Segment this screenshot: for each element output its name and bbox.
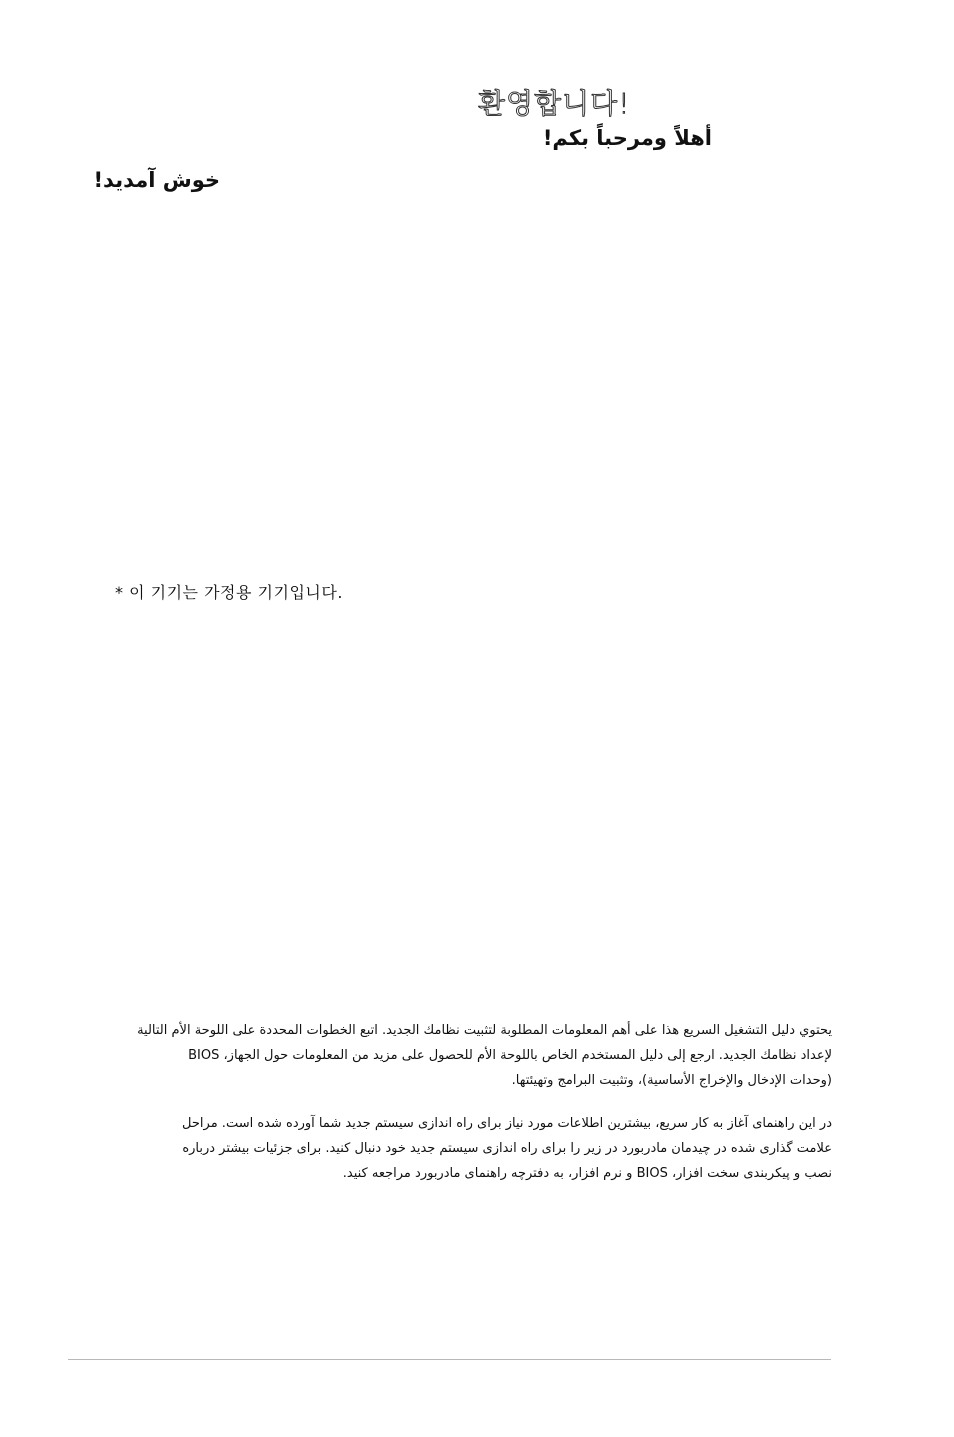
korean-welcome-title: 환영합니다!	[478, 87, 631, 120]
footer-divider	[68, 1359, 831, 1360]
arabic-intro-line: لإعداد نظامك الجديد. ارجع إلى دليل المستخدم الخاص باللوحة الأم للحصول على مزيد من المعلومات حول الجهاز، BIOS	[188, 1048, 832, 1063]
korean-household-note: * 이 기기는 가정용 기기입니다.	[115, 583, 343, 602]
arabic-intro-line: (وحدات الإدخال والإخراج الأساسية)، وتثبيت البرامج وتهيئتها.	[511, 1073, 832, 1088]
arabic-welcome-title: أهلاً ومرحباً بكم!	[542, 126, 712, 150]
persian-intro-paragraph	[120, 1111, 832, 1186]
arabic-intro-paragraph	[120, 1018, 832, 1093]
persian-welcome-title: خوش آمدید!	[93, 168, 220, 192]
persian-intro-line: نصب و پیکربندی سخت افزار، BIOS و نرم افزار، به دفترچه راهنمای مادربورد مراجعه کنید.	[342, 1166, 832, 1181]
persian-intro-line: علامت گذاری شده در چیدمان مادربورد در زیر را برای راه اندازی سیستم جدید خود دنبال کنید. برای جزئیات بیشتر درباره	[182, 1141, 832, 1156]
persian-intro-line: در این راهنمای آغاز به کار سریع، بیشترین اطلاعات مورد نیاز برای راه اندازی سیستم جدید شما آورده شده است. مراحل	[182, 1116, 832, 1131]
arabic-intro-line: يحتوي دليل التشغيل السريع هذا على أهم المعلومات المطلوبة لتثبيت نظامك الجديد. اتبع الخطوات المحددة على اللوحة الأم التالية	[137, 1023, 832, 1038]
